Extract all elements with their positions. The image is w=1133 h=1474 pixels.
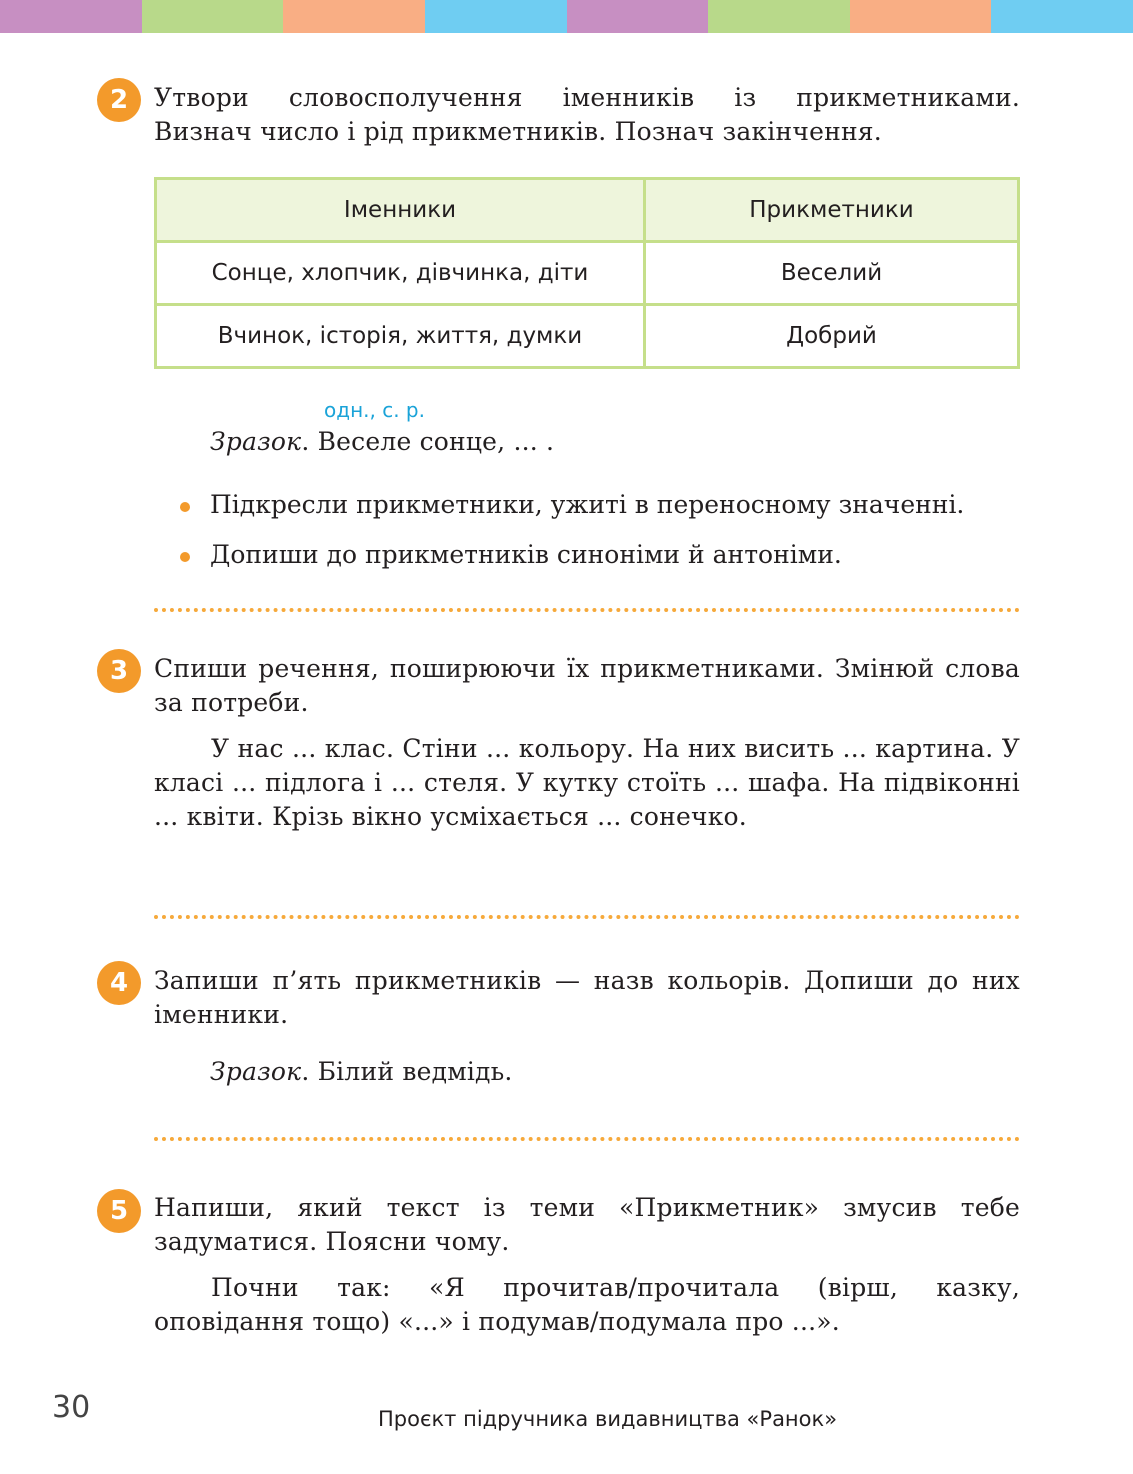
table-cell: Добрий: [645, 305, 1019, 368]
table-cell: Сонце, хлопчик, дівчинка, діти: [156, 242, 645, 305]
stripe-segment: [283, 0, 425, 33]
publisher-note: Проєкт підручника видавництва «Ранок»: [378, 1407, 838, 1431]
stripe-segment: [142, 0, 284, 33]
stripe-segment: [991, 0, 1133, 33]
section-divider: [154, 915, 1020, 919]
example-line: [210, 425, 1020, 459]
task-instruction: Запиши п’ять прикметників — назв кольорів. Допиши до них іменники.: [154, 966, 1020, 1029]
table-header-cell: Прикметники: [645, 179, 1019, 242]
task-instruction: Напиши, який текст із теми «Прикметник» змусив тебе задуматися. Поясни чому.: [154, 1193, 1020, 1256]
task-text: Почни так: «Я прочитав/прочитала (вірш, казку, оповідання тощо) «...» і подумав/подумала про ...».: [154, 1273, 1020, 1336]
stripe-segment: [425, 0, 567, 33]
bullet-item: Допиши до прикметників синоніми й антоніми.: [210, 540, 842, 569]
stripe-segment: [0, 0, 142, 33]
bullet-dot-icon: [180, 552, 190, 562]
stripe-segment: [850, 0, 992, 33]
bullet-dot-icon: [180, 502, 190, 512]
bullet-item: Підкресли прикметники, ужиті в переносному значенні.: [210, 490, 965, 519]
task-instruction: Спиши речення, поширюючи їх прикметниками. Змінюй слова за потреби.: [154, 654, 1020, 717]
table-cell: Веселий: [645, 242, 1019, 305]
example-text: . Веселе сонце, ... .: [301, 427, 555, 456]
task-number-badge: 4: [97, 961, 141, 1005]
header-color-stripe: [0, 0, 1133, 33]
section-divider: [154, 1137, 1020, 1141]
example-text: . Білий ведмідь.: [301, 1057, 513, 1086]
task-instruction: Утвори словосполучення іменників із прикметниками.: [154, 83, 1020, 112]
example-label: Зразок: [210, 427, 302, 456]
example-label: Зразок: [210, 1057, 302, 1086]
task-number-badge: 2: [97, 78, 141, 122]
section-divider: [154, 608, 1020, 612]
task-number-badge: 5: [97, 1189, 141, 1233]
table-header-row: [156, 179, 1019, 242]
table-row: [156, 305, 1019, 368]
nouns-adjectives-table: [154, 177, 1020, 369]
task-text: У нас ... клас. Стіни ... кольору. На них висить ... картина. У класі ... підлога і ... стеля. У кутку стоїть ... шафа. На підвіконні ... квіти. Крізь вікно усміхається ... сонечко.: [154, 734, 1020, 831]
stripe-segment: [708, 0, 850, 33]
task-instruction: Визнач число і рід прикметників. Познач закінчення.: [154, 117, 882, 146]
grammar-annotation: одн., с. р.: [324, 398, 425, 422]
example-line: [210, 1055, 1020, 1089]
table-row: [156, 242, 1019, 305]
task-number-badge: 3: [97, 649, 141, 693]
table-header-cell: Іменники: [156, 179, 645, 242]
stripe-segment: [567, 0, 709, 33]
page-number: 30: [52, 1390, 91, 1425]
table-cell: Вчинок, історія, життя, думки: [156, 305, 645, 368]
